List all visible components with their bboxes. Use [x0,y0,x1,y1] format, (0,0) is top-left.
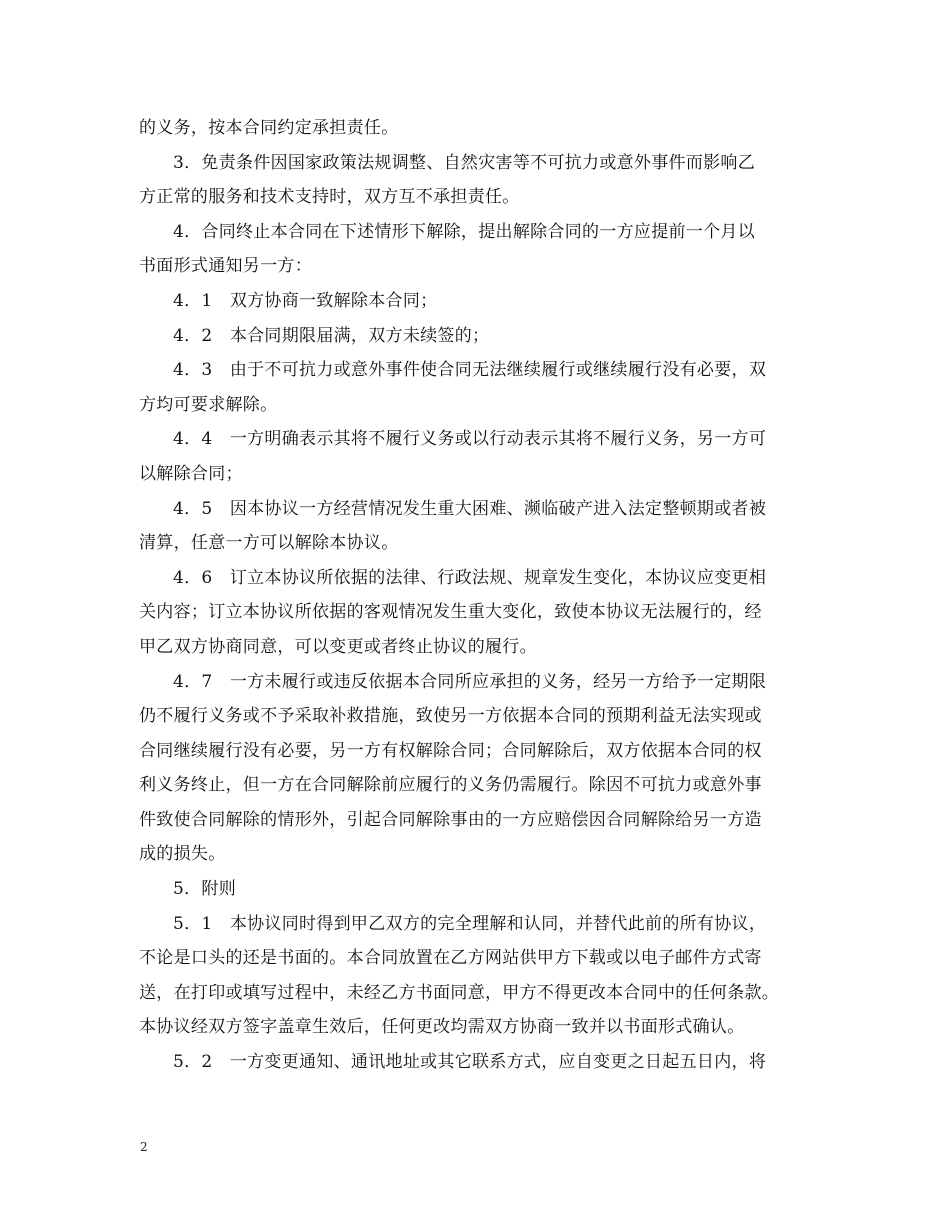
text-line: 甲乙双方协商同意，可以变更或者终止协议的履行。 [139,636,537,657]
text-line: 成的损失。 [139,844,226,865]
text-line: 4．5 因本协议一方经营情况发生重大困难、濒临破产进入法定整顿期或者被 [173,498,767,519]
text-line: 4．6 订立本协议所依据的法律、行政法规、规章发生变化，本协议应变更相 [173,567,767,588]
text-line: 仍不履行义务或不予采取补救措施，致使另一方依据本合同的预期利益无法实现或 [139,706,762,727]
text-line: 4．2 本合同期限届满，双方未续签的； [173,325,490,346]
text-line: 书面形式通知另一方： [139,256,312,277]
text-line: 利义务终止，但一方在合同解除前应履行的义务仍需履行。除因不可抗力或意外事 [139,775,762,796]
text-line: 4．合同终止本合同在下述情形下解除，提出解除合同的一方应提前一个月以 [173,221,756,242]
text-line: 件致使合同解除的情形外，引起合同解除事由的一方应赔偿因合同解除给另一方造 [139,809,762,830]
text-line: 合同继续履行没有必要，另一方有权解除合同；合同解除后，双方依据本合同的权 [139,740,762,761]
text-line: 本协议经双方签字盖章生效后，任何更改均需双方协商一致并以书面形式确认。 [139,1017,745,1038]
text-line: 清算，任意一方可以解除本协议。 [139,533,399,554]
text-line: 的义务，按本合同约定承担责任。 [139,118,399,138]
text-line: 送，在打印或填写过程中，未经乙方书面同意，甲方不得更改本合同中的任何条款。 [139,982,780,1003]
page-number: 2 [140,1140,148,1154]
text-line: 5．1 本协议同时得到甲乙双方的完全理解和认同，并替代此前的所有协议， [173,913,767,934]
text-line: 4．4 一方明确表示其将不履行义务或以行动表示其将不履行义务，另一方可 [173,429,767,450]
text-line: 3．免责条件因国家政策法规调整、自然灾害等不可抗力或意外事件而影响乙 [173,152,756,173]
text-line: 关内容；订立本协议所依据的客观情况发生重大变化，致使本协议无法履行的，经 [139,602,762,623]
text-line: 4．1 双方协商一致解除本合同； [173,290,438,311]
text-line: 方均可要求解除。 [139,394,278,415]
text-line: 以解除合同； [139,463,243,484]
text-line: 4．7 一方未履行或违反依据本合同所应承担的义务，经另一方给予一定期限 [173,671,767,692]
text-line: 5．2 一方变更通知、通讯地址或其它联系方式，应自变更之日起五日内，将 [173,1052,767,1073]
text-line: 4．3 由于不可抗力或意外事件使合同无法继续履行或继续履行没有必要，双 [173,360,767,381]
text-line: 不论是口头的还是书面的。本合同放置在乙方网站供甲方下载或以电子邮件方式寄 [139,948,762,969]
text-line: 5．附则 [173,879,237,900]
text-line: 方正常的服务和技术支持时，双方互不承担责任。 [139,187,520,208]
document-body [139,111,839,1080]
